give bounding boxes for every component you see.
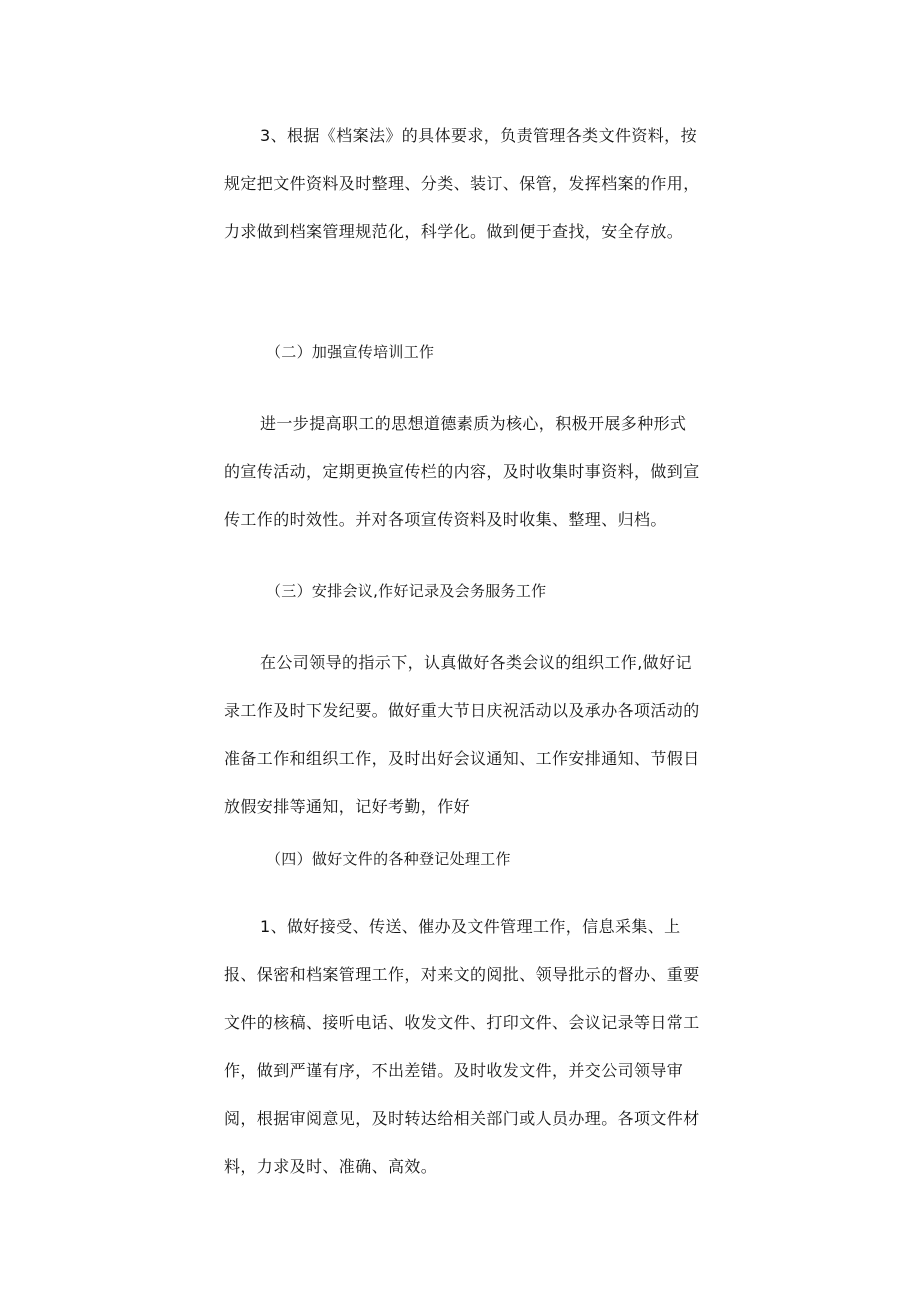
section-heading-document-registration: （四）做好文件的各种登记处理工作 <box>266 850 511 868</box>
section-heading-publicity-training: （二）加强宣传培训工作 <box>266 343 435 361</box>
paragraph-document-handling: 1、做好接受、传送、催办及文件管理工作，信息采集、上报、保密和档案管理工作，对来文的阅批、领导批示的督办、重要文件的核稿、接听电话、收发文件、打印文件、会议记录等日常工作，做到严谨有序，不出差错。及时收发文件，并交公司领导审阅，根据审阅意见，及时转达给相关部门或人员办理。各项文件材料，力求及时、准确、高效。 <box>224 917 700 1176</box>
paragraph-meeting-organization: 在公司领导的指示下，认真做好各类会议的组织工作,做好记录工作及时下发纪要。做好重大节日庆祝活动以及承办各项活动的准备工作和组织工作，及时出好会议通知、工作安排通知、节假日放假安排等通知，记好考勤，作好 <box>224 653 700 816</box>
section-heading-meeting-arrangement: （三）安排会议,作好记录及会务服务工作 <box>266 582 547 600</box>
paragraph-archive-management: 3、根据《档案法》的具体要求，负责管理各类文件资料，按规定把文件资料及时整理、分类、装订、保管，发挥档案的作用，力求做到档案管理规范化，科学化。做到便于查找，安全存放。 <box>224 126 700 241</box>
paragraph-publicity-activities: 进一步提高职工的思想道德素质为核心，积极开展多种形式的宣传活动，定期更换宣传栏的内容，及时收集时事资料，做到宣传工作的时效性。并对各项宣传资料及时收集、整理、归档。 <box>224 414 700 529</box>
